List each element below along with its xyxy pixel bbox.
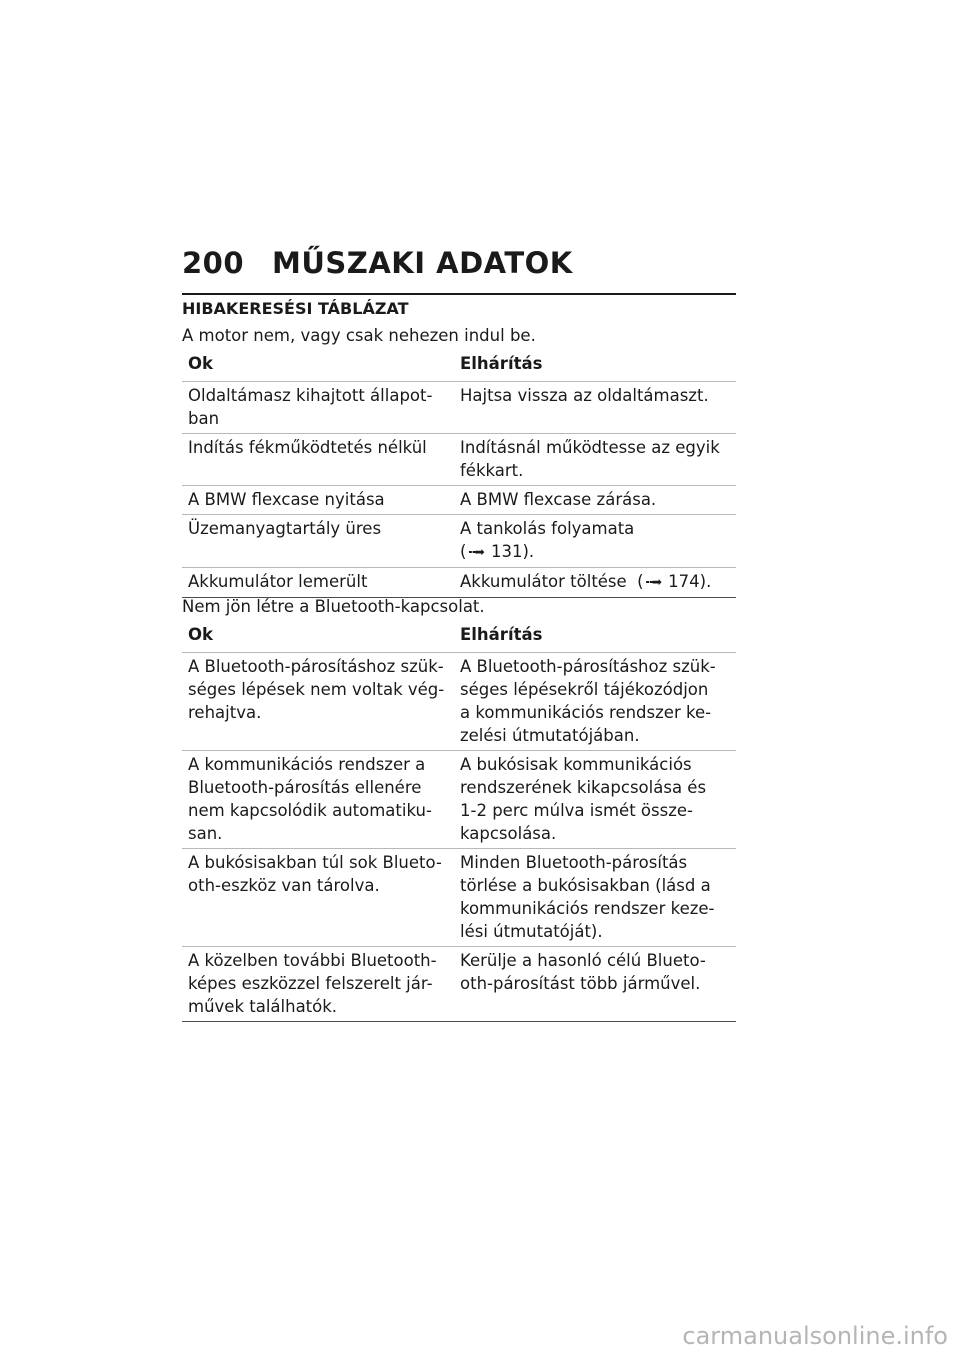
table-row <box>182 568 736 598</box>
watermark: carmanualsonline.info <box>682 1322 948 1350</box>
header-rule <box>182 293 736 295</box>
fix-cell: A tankolás folyamata ( ╍➡ 131). <box>460 515 736 567</box>
cause-cell: A közelben további Bluetooth- képes eszközzel felszerelt jár- művek találhatók. <box>188 951 437 1016</box>
page-header <box>182 246 573 280</box>
fix-text: A tankolás folyamata <box>460 519 635 538</box>
fix-cell: A BMW flexcase zárása. <box>460 490 657 509</box>
table-row <box>182 382 736 434</box>
table-row <box>182 486 736 515</box>
page-reference-arrow-icon: ╍➡ <box>645 575 661 589</box>
fix-cell: Indításnál működtesse az egyik fékkart. <box>460 438 720 480</box>
page-reference-arrow-icon: ╍➡ <box>468 545 484 559</box>
section-title: HIBAKERESÉSI TÁBLÁZAT <box>182 299 409 318</box>
cause-cell: Akkumulátor lemerült <box>188 572 368 591</box>
table2-header-row <box>182 621 736 653</box>
table-row <box>182 515 736 568</box>
page-reference-link[interactable]: 174). <box>668 572 712 591</box>
table2-col-fix: Elhárítás <box>460 625 543 644</box>
cause-cell: Üzemanyagtartály üres <box>188 519 382 538</box>
table2-col-cause: Ok <box>188 625 213 644</box>
table1-header-row <box>182 350 736 382</box>
table-row <box>182 751 736 849</box>
cause-cell: A kommunikációs rendszer a Bluetooth-párosítás ellenére nem kapcsolódik automatiku- san. <box>188 755 432 843</box>
table1 <box>182 350 736 598</box>
page-number: 200 <box>182 246 245 280</box>
table-row <box>182 947 736 1022</box>
fix-text: Akkumulátor töltése <box>460 572 627 591</box>
page-reference-link[interactable]: 131). <box>490 542 535 561</box>
fix-cell: Akkumulátor töltése ( ╍➡ 174). <box>460 568 736 597</box>
table1-col-fix: Elhárítás <box>460 354 543 373</box>
table-row <box>182 434 736 486</box>
page-title: MŰSZAKI ADATOK <box>272 246 573 280</box>
table1-col-cause: Ok <box>188 354 213 373</box>
table-row <box>182 849 736 947</box>
fix-cell: Kerülje a hasonló célú Blueto- oth-párosítást több járművel. <box>460 951 706 993</box>
table2-intro: Nem jön létre a Bluetooth-kapcsolat. <box>182 597 485 616</box>
cause-cell: Indítás fékműködtetés nélkül <box>188 438 427 457</box>
cause-cell: Oldaltámasz kihajtott állapot- ban <box>188 386 433 428</box>
fix-cell: A bukósisak kommunikációs rendszerének kikapcsolása és 1-2 perc múlva ismét össze- kapcsolása. <box>460 755 707 843</box>
fix-cell: Minden Bluetooth-párosítás törlése a bukósisakban (lásd a kommunikációs rendszer keze- lési útmutatóját). <box>460 853 715 941</box>
cause-cell: A bukósisakban túl sok Blueto- oth-eszköz van tárolva. <box>188 853 442 895</box>
cause-cell: A BMW flexcase nyitása <box>188 490 385 509</box>
fix-cell: Hajtsa vissza az oldaltámaszt. <box>460 386 709 405</box>
fix-cell: A Bluetooth-párosításhoz szük- séges lépésekről tájékozódjon a kommunikációs rendszer ke- zelési útmutatójában. <box>460 657 716 745</box>
table-row <box>182 653 736 751</box>
table2 <box>182 621 736 1022</box>
table1-intro: A motor nem, vagy csak nehezen indul be. <box>182 326 536 345</box>
cause-cell: A Bluetooth-párosításhoz szük- séges lépések nem voltak vég- rehajtva. <box>188 657 445 722</box>
